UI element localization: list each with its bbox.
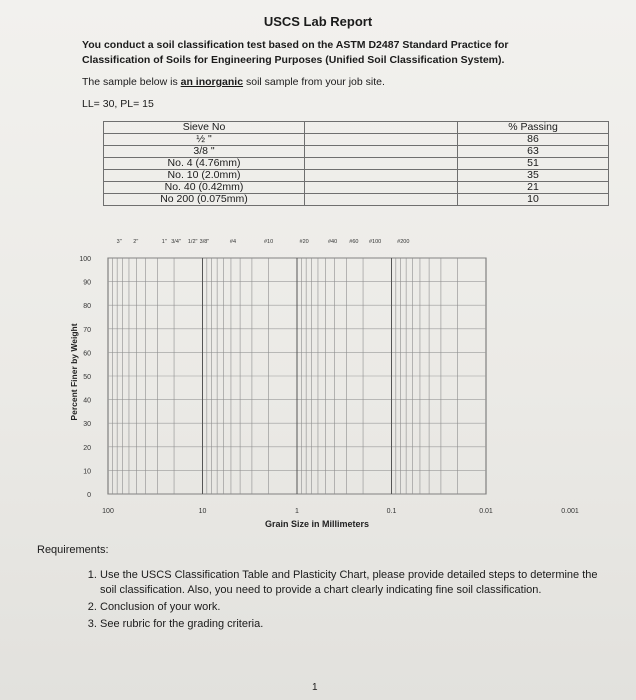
sieve-label: #10 <box>263 239 274 245</box>
y-tick-label: 20 <box>83 444 91 452</box>
y-tick-label: 10 <box>83 468 91 476</box>
y-axis-label: Percent Finer by Weight <box>69 323 79 421</box>
passing-cell: 35 <box>458 170 609 182</box>
y-tick-label: 0 <box>87 492 91 499</box>
y-tick-label: 60 <box>83 350 91 358</box>
x-tick-label: 10 <box>198 508 207 515</box>
requirement-item: 1. Use the USCS Classification Table and Plasticity Chart, please provide detailed steps to determine the soil classification. Also, you need to provide a chart clearly indicating fine soil classification. <box>100 568 600 598</box>
page-number: 1 <box>312 682 318 693</box>
sieve-cell: 3/8 " <box>104 146 305 158</box>
header-sieve: Sieve No <box>104 122 305 134</box>
y-tick-label: 70 <box>83 326 91 334</box>
passing-cell: 21 <box>458 182 609 194</box>
header-passing: % Passing <box>458 122 609 134</box>
y-tick-label: 30 <box>83 421 91 429</box>
x-tick-label: 0.001 <box>561 508 579 515</box>
x-tick-label: 0.1 <box>386 508 397 515</box>
passing-cell: 51 <box>458 158 609 170</box>
sieve-label: #100 <box>369 239 382 245</box>
passing-cell: 10 <box>458 194 609 206</box>
requirements-list <box>78 568 600 634</box>
y-tick-label: 40 <box>83 397 91 405</box>
sieve-label: #20 <box>299 239 309 245</box>
y-tick-label: 90 <box>83 279 91 287</box>
y-tick-label: 80 <box>83 303 91 311</box>
y-tick-label: 50 <box>83 374 91 381</box>
limits-text: LL= 30, PL= 15 <box>82 98 154 110</box>
x-tick-label: 1 <box>295 508 299 515</box>
requirement-item: 3. See rubric for the grading criteria. <box>100 617 600 632</box>
sieve-label: 3/4" <box>171 239 181 245</box>
sieve-label: 2" <box>133 239 139 245</box>
requirement-item: 2. Conclusion of your work. <box>100 600 600 615</box>
sieve-cell: No. 40 (0.42mm) <box>104 182 305 194</box>
sieve-label: 3/8" <box>199 239 210 245</box>
sieve-label: #40 <box>328 239 338 245</box>
intro-text: You conduct a soil classification test based on the ASTM D2487 Standard Practice for Classification of Soils for Engineering Purposes (Unified Soil Classification System). <box>82 39 509 66</box>
sieve-label: 1/2" <box>187 239 198 245</box>
x-tick-label: 100 <box>102 508 114 515</box>
sample-line-emphasis: an inorganic <box>180 76 244 88</box>
sieve-label: #200 <box>397 239 410 245</box>
x-tick-label: 0.01 <box>479 508 493 515</box>
passing-cell: 63 <box>458 146 609 158</box>
requirements-heading: Requirements: <box>37 544 109 556</box>
passing-cell: 86 <box>458 134 609 146</box>
sieve-label: 3" <box>116 239 122 245</box>
page-title: USCS Lab Report <box>263 14 373 29</box>
y-tick-label: 100 <box>79 256 91 263</box>
x-axis-label: Grain Size in Millimeters <box>264 519 370 529</box>
sieve-cell: No. 10 (2.0mm) <box>104 170 305 182</box>
sieve-cell: No. 4 (4.76mm) <box>104 158 305 170</box>
sieve-cell: No 200 (0.075mm) <box>104 194 305 206</box>
sample-line-suffix: soil sample from your job site. <box>243 76 385 88</box>
sieve-label: #4 <box>229 239 237 245</box>
sieve-label: 1" <box>161 239 167 245</box>
sieve-label: #60 <box>349 239 359 245</box>
sieve-cell: ½ " <box>104 134 305 146</box>
sample-line-prefix: The sample below is <box>82 76 181 88</box>
